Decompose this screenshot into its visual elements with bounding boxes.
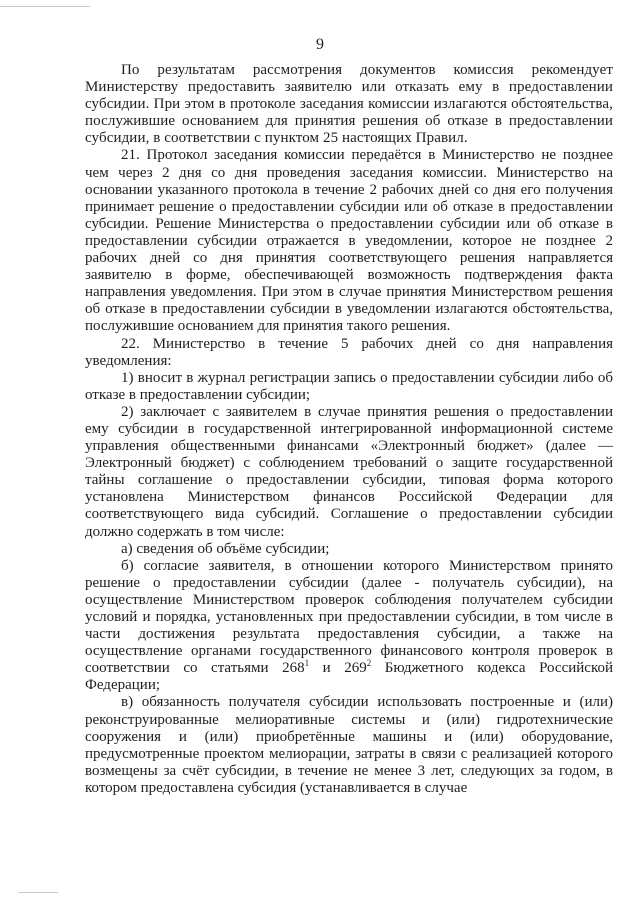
scan-artifact-top xyxy=(0,6,90,7)
document-body xyxy=(85,62,613,797)
page-number: 9 xyxy=(316,36,324,53)
sub-item-v: в) обязанность получателя субсидии использовать построенные и (или) реконструированные мелиоративные системы и (или) гидротехнические сооружения и (или) приобретённые машины и (или) оборудование, предусмотренные проектом мелиорации, затраты в связи с реализацией которого возмещены за счёт субсидии, в течение не менее 3 лет, следующих за годом, в котором предоставлена субсидия (устанавливается в случае xyxy=(85,694,613,796)
sub-item-b xyxy=(85,558,613,695)
article-269-superscript: 2 xyxy=(366,658,372,669)
article-268-superscript: 1 xyxy=(304,658,310,669)
paragraph-21: 21. Протокол заседания комиссии передаётся в Министерство не позднее чем через 2 дня со дня проведения заседания комиссии. Министерство на основании указанного протокола в течение 2 рабочих дней со дня его получения принимает решение о предоставлении субсидии или об отказе в предоставлении субсидии. Решение Министерства о предоставлении субсидии или об отказе в предоставлении субсидии отражается в уведомлении, которое не позднее 2 рабочих дней со дня принятия соответствующего решения направляется заявителю в форме, обеспечивающей возможность подтверждения факта направления уведомления. При этом в случае принятия Министерством решения об отказе в предоставлении субсидии в уведомлении излагаются обстоятельства, послужившие основанием для принятия такого решения. xyxy=(85,147,613,335)
paragraph-22: 22. Министерство в течение 5 рабочих дней со дня направления уведомления: xyxy=(85,335,613,369)
sub-item-b-tail: Бюджетного кодекса Российской Федерации; xyxy=(85,660,614,694)
sub-item-b-and: и 269 xyxy=(309,660,367,677)
list-item-2: 2) заключает с заявителем в случае принятия решения о предоставлении ему субсидии в государственной интегрированной информационной системе управления общественными финансами «Электронный бюджет» (далее — Электронный бюджет) с соблюдением требований о защите государственной тайны соглашение о предоставлении субсидии, типовая форма которого установлена Министерством финансов Российской Федерации для соответствующего вида субсидий. Соглашение о предоставлении субсидии должно содержать в том числе: xyxy=(85,403,613,540)
list-item-1: 1) вносит в журнал регистрации запись о предоставлении субсидии либо об отказе в предоставлении субсидии; xyxy=(85,369,613,403)
scan-artifact-bottom xyxy=(18,892,58,893)
paragraph-commission-result: По результатам рассмотрения документов комиссия рекомендует Министерству предоставить заявителю или отказать ему в предоставлении субсидии. При этом в протоколе заседания комиссии излагаются обстоятельства, послужившие основанием для принятия решения об отказе в предоставлении субсидии, в соответствии с пунктом 25 настоящих Правил. xyxy=(85,62,613,147)
sub-item-a: а) сведения об объёме субсидии; xyxy=(121,540,330,557)
sub-item-b-text: б) согласие заявителя, в отношении которого Министерством принято решение о предоставлении субсидии (далее - получатель субсидии), на осуществление Министерством проверок соблюдения получателем субсидии условий и порядка, установленных при предоставлении субсидии, в том числе в части достижения результата предоставления субсидии, а также на осуществление органами государственного финансового контроля проверок в соответствии со статьями 268 xyxy=(85,557,613,677)
